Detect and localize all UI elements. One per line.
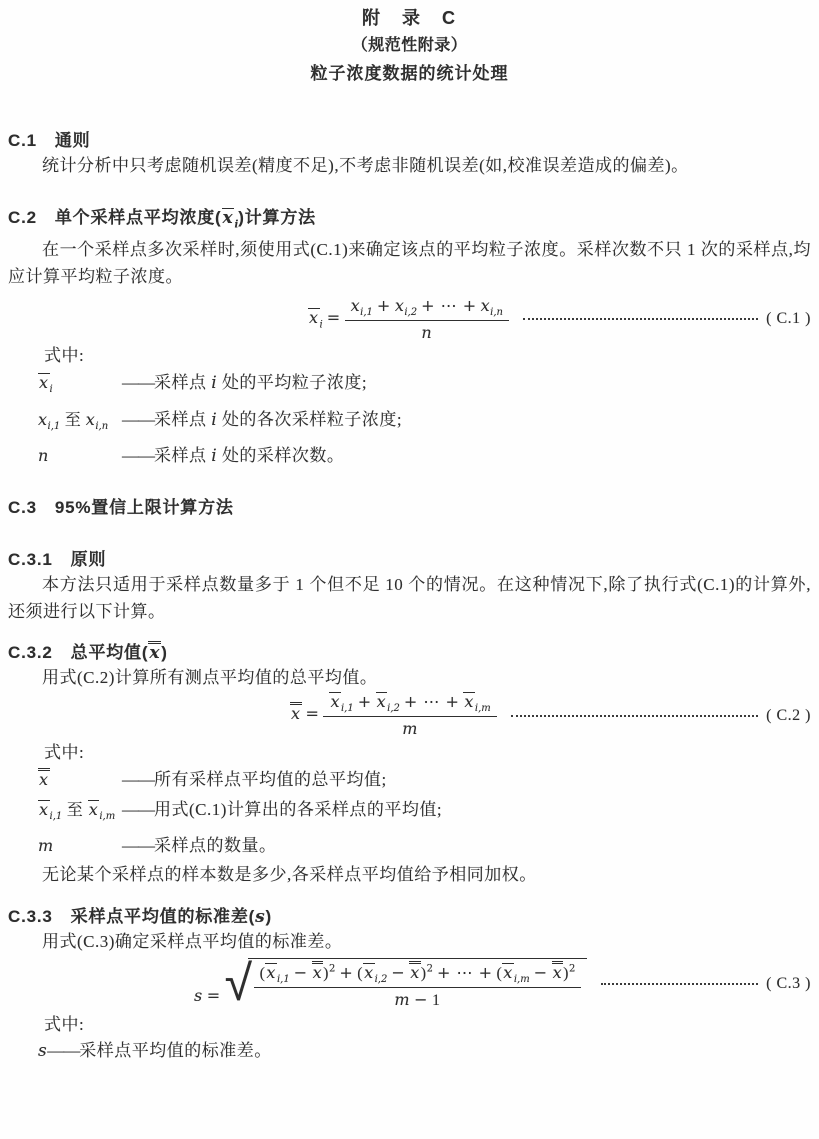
equation-c2 [8,691,811,741]
dotted-leader [601,983,758,985]
section-number: C.2 [8,208,37,227]
definition-description: ——采样点 i 处的采样次数。 [122,445,345,466]
square-root [224,953,588,1012]
definition-row [38,795,811,831]
paragraph-c2: 在一个采样点多次采样时,须使用式(C.1)来确定该点的平均粒子浓度。采样次数不只 1 次的采样点,均应计算平均粒子浓度。 [8,240,811,287]
appendix-subtitle: （规范性附录） [351,37,468,54]
definition-symbol: $x_{i,1}$ 至 $x_{i,n}$ [38,409,109,432]
section-number: C.3.2 [8,642,53,662]
definition-description: 采样点平均值的标准差。 [79,1040,272,1060]
definition-symbol: n [38,445,49,465]
section-heading-c1 [8,130,811,152]
fraction: $\frac{(x_{i,1} - x)^2 + (x_{i,2} - x)^2 + \cdots + (x_{i,m} - x)^2}{m - 1}$ [254,961,582,1010]
definition-description: ——用式(C.1)计算出的各采样点的平均值; [122,799,443,819]
paragraph-c31: 本方法只适用于采样点数量多于 1 个但不足 10 个的情况。在这种情况下,除了执行式(C.1)的计算外,还须进行以下计算。 [8,574,811,621]
definition-symbol: m [38,835,54,855]
appendix-name: 粒子浓度数据的统计处理 [310,64,509,83]
formula-c2: x = $\frac{x_{i,1} + x_{i,2} + \cdots + x_{i,m}}{m}$ [290,692,497,739]
definition-symbol: $x_i$ [39,373,53,396]
paragraph-c33: 用式(C.3)确定采样点平均值的标准差。 [42,931,343,951]
definition-row [38,831,811,861]
section-title: 单个采样点平均浓度$(x_i)$计算方法 [54,208,316,231]
definition-description: ——采样点 i 处的平均粒子浓度; [122,373,368,394]
section-heading-c31 [8,549,811,571]
definition-row [38,765,811,795]
note-paragraph: 无论某个采样点的样本数是多少,各采样点平均值给予相同加权。 [42,864,537,884]
section-heading-c32 [8,641,811,664]
section-heading-c3 [8,497,811,519]
section-heading-c33 [8,906,811,928]
fraction: $\frac{x_{i,1} + x_{i,2} + \cdots + x_{i,m}}{m}$ [323,692,496,739]
where-label: 式中: [44,1014,85,1034]
definition-row [38,441,811,471]
equation-number-c2: ( C.2 ) [766,706,811,724]
x-bar-symbol: x [309,308,319,328]
definition-row [38,368,811,404]
appendix-title: 附 录 C [362,8,457,28]
section-number: C.3.1 [8,549,53,569]
s-symbol: s [38,1040,48,1061]
equation-c1 [8,294,811,344]
dotted-leader [511,715,758,717]
section-number: C.3 [8,497,37,517]
section-title: 采样点平均值的标准差(s) [70,906,272,927]
equation-c3 [8,955,811,1013]
formula-c3: s = √ $\frac{(x_{i,1} - x)^2 + (x_{i,2} - x)^2 + \cdots + (x_{i,m} - x)^2}{m - 1}$ [194,958,587,1010]
x-double-bar-symbol: x [149,642,161,663]
definition-row: s——采样点平均值的标准差。 [38,1040,272,1061]
definition-symbol: x [39,769,49,789]
section-title: 总平均值(x) [70,642,168,663]
definition-row [38,405,811,441]
s-symbol: s [255,906,266,927]
radical-sign: √ [224,953,253,1012]
where-label: 式中: [44,742,85,762]
definition-description: ——采样点 i 处的各次采样粒子浓度; [122,409,403,430]
paragraph-c1: 统计分析中只考虑随机误差(精度不足),不考虑非随机误差(如,校准误差造成的偏差)。 [42,156,689,175]
equation-number-c3: ( C.3 ) [766,974,811,992]
section-title: 95%置信上限计算方法 [54,497,234,517]
s-symbol: s [194,985,203,1005]
definition-description: ——采样点的数量。 [122,835,277,855]
section-number: C.1 [8,131,37,150]
definition-description: ——所有采样点平均值的总平均值; [122,769,387,789]
formula-c1: $x_i$ = $\frac{x_{i,1} + x_{i,2} + \cdots + x_{i,n}}{n}$ [308,296,509,343]
x-double-bar-symbol: x [291,704,301,724]
fraction: $\frac{x_{i,1} + x_{i,2} + \cdots + x_{i,n}}{n}$ [345,296,509,343]
paragraph-c32: 用式(C.2)计算所有测点平均值的总平均值。 [42,667,378,687]
section-title: 原则 [70,549,107,569]
x-bar-symbol: x [222,208,234,228]
section-number: C.3.3 [8,906,53,926]
definition-symbol: $x_{i,1}$ 至 $x_{i,m}$ [39,799,116,822]
equation-number-c1: ( C.1 ) [766,310,811,328]
where-label: 式中: [44,346,85,366]
section-heading-c2 [8,207,811,236]
dotted-leader [523,318,758,320]
appendix-title-block [8,4,811,88]
section-title: 通则 [54,131,91,150]
